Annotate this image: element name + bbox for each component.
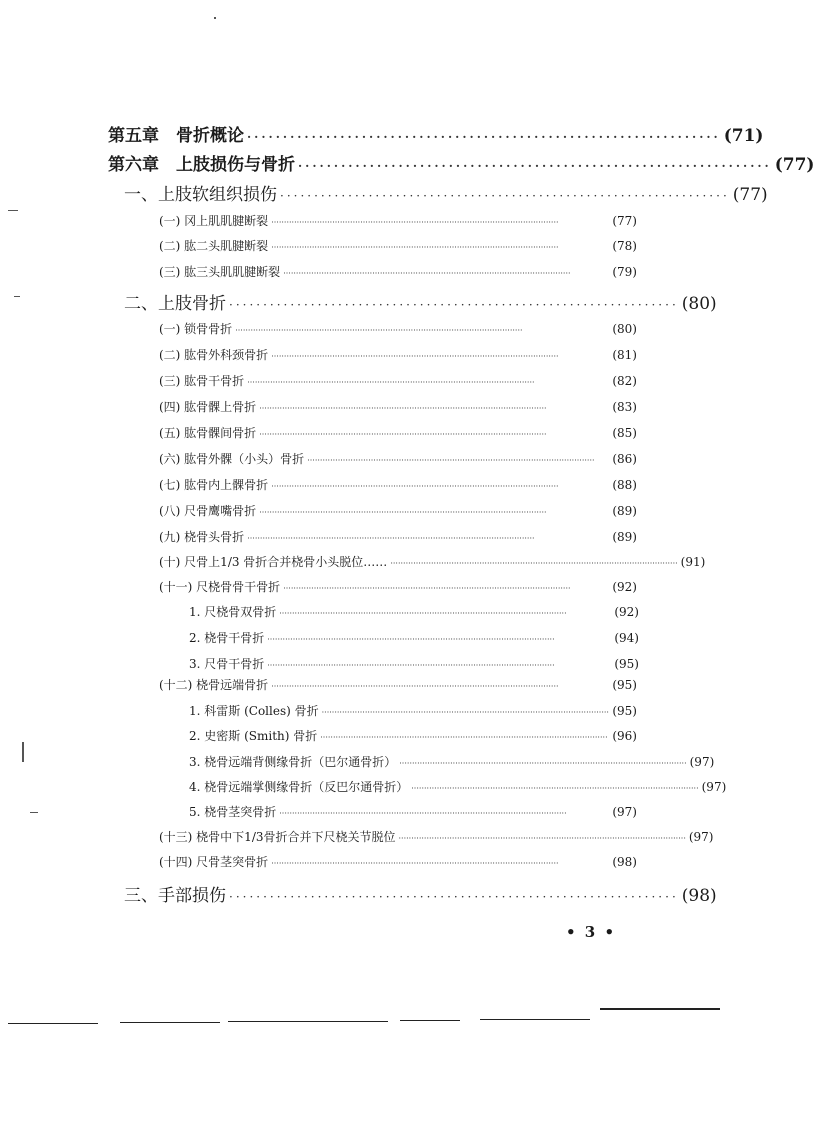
toc-entry-label: (十一) 尺桡骨骨干骨折 — [159, 580, 281, 594]
scan-rule — [480, 1019, 590, 1020]
leader-dots: ················································································································· — [283, 269, 571, 278]
toc-entry-label: (十二) 桡骨远端骨折 — [159, 678, 269, 692]
toc-entry-page: (97) — [701, 780, 727, 794]
toc-entry-page: (94) — [614, 631, 639, 645]
toc-entry[interactable] — [189, 727, 637, 744]
leader-dots: ················································································································· — [267, 635, 555, 644]
scan-speck — [30, 812, 38, 813]
toc-entry[interactable] — [189, 803, 637, 820]
leader-dots: ················································································································· — [399, 759, 687, 768]
toc-entry[interactable] — [124, 180, 768, 205]
toc-entry-label: 2. 桡骨干骨折 — [189, 631, 265, 645]
toc-entry-label: 第五章 骨折概论 — [108, 126, 244, 146]
toc-entry[interactable] — [159, 398, 637, 415]
leader-dots: ················································································································· — [267, 661, 555, 670]
leader-dots: ················································································································· — [307, 456, 595, 465]
toc-entry[interactable] — [159, 502, 637, 519]
toc-entry-label: 3. 尺骨干骨折 — [189, 657, 265, 671]
toc-entry[interactable] — [189, 702, 637, 719]
toc-entry-label: 2. 史密斯 (Smith) 骨折 — [189, 729, 318, 743]
toc-entry-page: (95) — [614, 657, 639, 671]
toc-entry-label: (十四) 尺骨茎突骨折 — [159, 855, 269, 869]
leader-dots: ················································································································· — [279, 609, 567, 618]
leader-dots: ················································································································· — [321, 708, 609, 717]
leader-dots: ················································································································· — [235, 326, 523, 335]
leader-dots: ················································································································· — [279, 809, 567, 818]
leader-dots: ·································································· — [298, 159, 772, 173]
toc-entry-page: (80) — [612, 322, 637, 336]
leader-dots: ················································································································· — [320, 733, 608, 742]
leader-dots: ·································································· — [229, 298, 679, 312]
leader-dots: ················································································································· — [411, 784, 699, 793]
toc-entry-label: 1. 科雷斯 (Colles) 骨折 — [189, 704, 319, 718]
toc-entry-label: 三、手部损伤 — [124, 886, 226, 906]
toc-entry[interactable] — [159, 212, 637, 229]
leader-dots: ················································································································· — [283, 584, 571, 593]
toc-entry[interactable] — [159, 372, 637, 389]
scan-speck — [8, 210, 18, 211]
toc-entry-label: (十) 尺骨上1/3 骨折合并桡骨小头脱位…… — [159, 555, 388, 569]
leader-dots: ·································································· — [247, 130, 721, 144]
leader-dots: ················································································································· — [247, 378, 535, 387]
scan-rule — [600, 1008, 720, 1010]
scan-rule — [228, 1021, 388, 1022]
toc-entry-label: (四) 肱骨髁上骨折 — [159, 400, 257, 414]
toc-entry-page: (78) — [612, 239, 637, 253]
toc-entry[interactable] — [159, 237, 637, 254]
toc-entry[interactable] — [159, 828, 714, 845]
toc-entry-page: (86) — [612, 452, 637, 466]
toc-entry-page: (88) — [612, 478, 637, 492]
leader-dots: ················································································································· — [259, 404, 547, 413]
toc-entry-page: (77) — [774, 155, 814, 175]
toc-entry-label: (六) 肱骨外髁（小头）骨折 — [159, 452, 305, 466]
toc-entry-label: (八) 尺骨鹰嘴骨折 — [159, 504, 257, 518]
scan-rule — [8, 1023, 98, 1024]
toc-entry-page: (89) — [612, 504, 637, 518]
leader-dots: ················································································································· — [398, 834, 686, 843]
toc-entry-label: (五) 肱骨髁间骨折 — [159, 426, 257, 440]
leader-dots: ················································································································· — [259, 430, 547, 439]
leader-dots: ················································································································· — [271, 859, 559, 868]
toc-entry-label: (九) 桡骨头骨折 — [159, 530, 245, 544]
toc-entry[interactable] — [159, 528, 637, 545]
scan-speck — [22, 742, 24, 762]
toc-entry-page: (92) — [612, 580, 637, 594]
toc-entry-label: 3. 桡骨远端背侧缘骨折（巴尔通骨折） — [189, 755, 397, 769]
toc-entry[interactable] — [189, 629, 639, 646]
toc-entry-page: (81) — [612, 348, 637, 362]
toc-entry[interactable] — [159, 476, 637, 493]
scan-rule — [120, 1022, 220, 1023]
toc-entry-page: (85) — [612, 426, 637, 440]
toc-entry-label: (十三) 桡骨中下1/3骨折合并下尺桡关节脱位 — [159, 830, 396, 844]
toc-entry-page: (89) — [612, 530, 637, 544]
toc-entry[interactable] — [124, 881, 717, 906]
toc-entry-page: (97) — [689, 755, 715, 769]
scan-speck — [14, 296, 20, 297]
toc-entry-page: (97) — [612, 805, 637, 819]
toc-entry-page: (77) — [612, 214, 637, 228]
toc-entry-page: (79) — [612, 265, 637, 279]
toc-entry-label: 4. 桡骨远端掌侧缘骨折（反巴尔通骨折） — [189, 780, 409, 794]
toc-entry-page: (83) — [612, 400, 637, 414]
toc-entry-page: (95) — [612, 704, 637, 718]
toc-entry[interactable] — [159, 578, 637, 595]
toc-entry-label: 1. 尺桡骨双骨折 — [189, 605, 277, 619]
toc-entry-page: (77) — [732, 185, 768, 205]
toc-entry[interactable] — [159, 676, 637, 693]
toc-entry[interactable] — [189, 778, 727, 795]
toc-entry[interactable] — [108, 150, 814, 175]
leader-dots: ················································································································· — [390, 559, 678, 568]
scan-speck — [214, 17, 216, 19]
toc-entry-label: 第六章 上肢损伤与骨折 — [108, 155, 295, 175]
toc-entry[interactable] — [108, 121, 764, 146]
toc-entry-label: (七) 肱骨内上髁骨折 — [159, 478, 269, 492]
leader-dots: ················································································································· — [271, 218, 559, 227]
leader-dots: ·································································· — [280, 189, 730, 203]
toc-entry[interactable] — [159, 346, 637, 363]
leader-dots: ················································································································· — [271, 482, 559, 491]
toc-entry[interactable] — [124, 289, 717, 314]
toc-entry-label: 一、上肢软组织损伤 — [124, 185, 277, 205]
toc-entry[interactable] — [159, 263, 637, 280]
toc-entry[interactable] — [189, 603, 639, 620]
toc-entry[interactable] — [189, 753, 715, 770]
toc-entry-label: (二) 肱骨外科颈骨折 — [159, 348, 269, 362]
toc-entry[interactable] — [159, 320, 637, 337]
leader-dots: ················································································································· — [259, 508, 547, 517]
toc-entry-label: 二、上肢骨折 — [124, 294, 226, 314]
toc-entry-page: (82) — [612, 374, 637, 388]
toc-entry-page: (95) — [612, 678, 637, 692]
toc-entry-page: (97) — [688, 830, 714, 844]
leader-dots: ················································································································· — [271, 243, 559, 252]
toc-entry-page: (96) — [612, 729, 637, 743]
toc-entry-page: (80) — [681, 294, 717, 314]
toc-entry[interactable] — [159, 450, 637, 467]
toc-entry[interactable] — [159, 553, 706, 570]
toc-entry-page: (98) — [612, 855, 637, 869]
leader-dots: ················································································································· — [247, 534, 535, 543]
toc-entry-label: (一) 冈上肌肌腱断裂 — [159, 214, 269, 228]
toc-entry-page: (98) — [681, 886, 717, 906]
leader-dots: ················································································································· — [271, 352, 559, 361]
scan-rule — [400, 1020, 460, 1021]
toc-entry-label: 5. 桡骨茎突骨折 — [189, 805, 277, 819]
toc-entry-page: (71) — [723, 126, 764, 146]
toc-entry-page: (92) — [614, 605, 639, 619]
toc-entry[interactable] — [159, 853, 637, 870]
leader-dots: ················································································································· — [271, 682, 559, 691]
leader-dots: ·································································· — [229, 890, 679, 904]
toc-entry-label: (三) 肱三头肌肌腱断裂 — [159, 265, 281, 279]
toc-entry-label: (三) 肱骨干骨折 — [159, 374, 245, 388]
toc-entry-label: (一) 锁骨骨折 — [159, 322, 233, 336]
toc-entry-label: (二) 肱二头肌腱断裂 — [159, 239, 269, 253]
toc-entry[interactable] — [189, 655, 639, 672]
toc-entry-page: (91) — [680, 555, 706, 569]
toc-entry[interactable] — [159, 424, 637, 441]
page-number: • 3 • — [566, 923, 617, 941]
